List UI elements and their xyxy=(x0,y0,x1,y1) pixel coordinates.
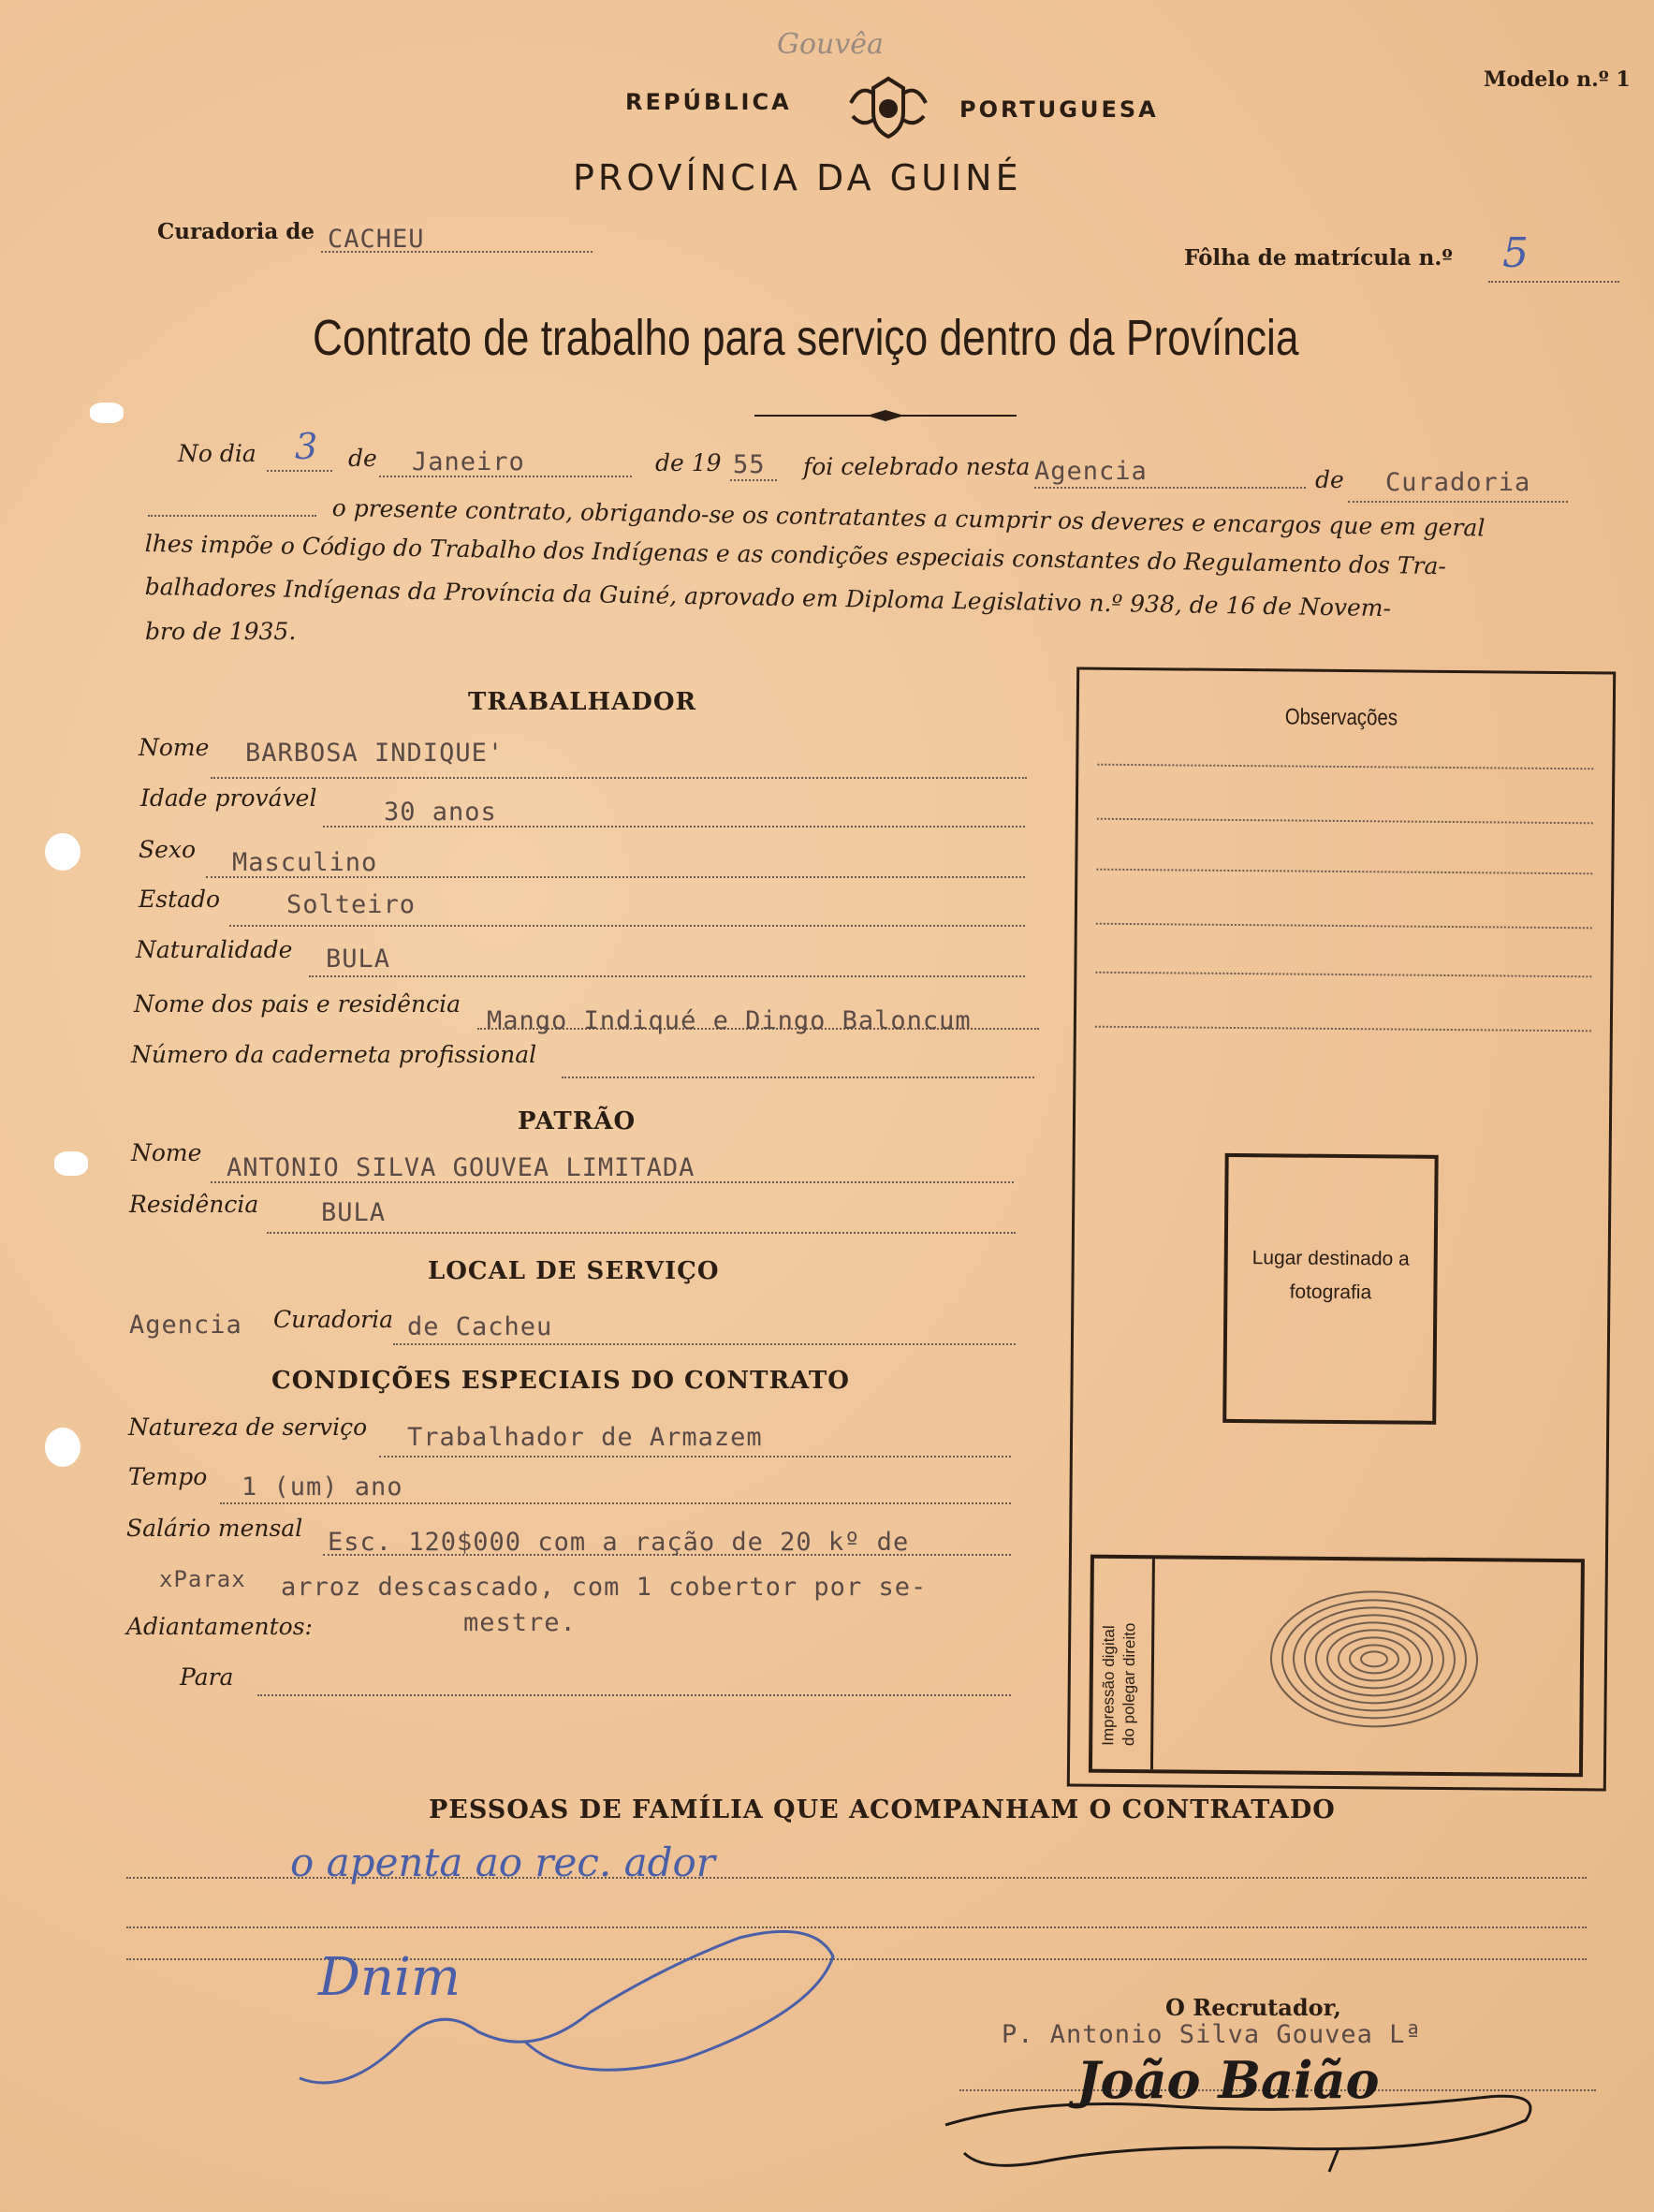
familia-handwritten: o apenta ao rec. ador xyxy=(290,1839,715,1885)
intro-foi: foi celebrado nesta xyxy=(803,453,1031,480)
estado-value: Solteiro xyxy=(286,890,417,919)
patrao-nome-value: ANTONIO SILVA GOUVEA LIMITADA xyxy=(227,1153,695,1182)
province-title: PROVÍNCIA DA GUINÉ xyxy=(573,157,1022,198)
naturalidade-label: Naturalidade xyxy=(136,936,293,963)
patrao-nome-label: Nome xyxy=(131,1139,202,1166)
salario-label: Salário mensal xyxy=(126,1515,303,1542)
model-number: Modelo n.º 1 xyxy=(1484,67,1631,92)
pais-value: Mango Indiqué e Dingo Baloncum xyxy=(487,1006,972,1035)
residencia-label: Residência xyxy=(129,1191,259,1218)
title-ornament xyxy=(754,408,1017,427)
nome-value: BARBOSA INDIQUE' xyxy=(245,739,505,768)
recrutador-signature: João Baião xyxy=(1076,2050,1380,2110)
caderneta-label: Número da caderneta profissional xyxy=(131,1041,537,1068)
recrutador-label: O Recrutador, xyxy=(1165,1994,1341,2021)
condicoes-heading: CONDIÇÕES ESPECIAIS DO CONTRATO xyxy=(271,1367,850,1395)
punch-hole xyxy=(54,1151,88,1176)
folha-label: Fôlha de matrícula n.º xyxy=(1184,245,1453,271)
intro-line-3: lhes impõe o Código do Trabalho dos Indígenas e as condições especiais constantes do Regulamento dos Tra- xyxy=(144,530,1447,580)
impressao-label-2: do polegar direito xyxy=(1120,1622,1139,1747)
tempo-value: 1 (um) ano xyxy=(242,1472,403,1502)
tempo-label: Tempo xyxy=(128,1463,208,1490)
idade-value: 30 anos xyxy=(384,798,497,827)
intro-de-2: de xyxy=(1315,466,1344,493)
salario-line-2: arroz descascado, com 1 cobertor por se- xyxy=(281,1573,928,1602)
para-overtyped: xParax xyxy=(159,1566,246,1592)
local-heading: LOCAL DE SERVIÇO xyxy=(428,1257,720,1285)
local-label: Curadoria xyxy=(273,1306,393,1333)
salario-line-1: Esc. 120$000 com a ração de 20 kº de xyxy=(328,1528,910,1557)
adiantamentos-label: Adiantamentos: xyxy=(126,1613,313,1640)
intro-month: Janeiro xyxy=(412,447,525,476)
intro-year: 55 xyxy=(733,450,766,479)
observacoes-title: Observações xyxy=(1284,704,1398,731)
curadoria-label: Curadoria de xyxy=(157,219,315,244)
trabalhador-heading: TRABALHADOR xyxy=(468,688,697,716)
sexo-value: Masculino xyxy=(232,848,378,877)
impressao-label-1: Impressão digital xyxy=(1099,1625,1119,1746)
natureza-label: Natureza de serviço xyxy=(128,1414,368,1441)
signature-flourish xyxy=(927,2041,1582,2185)
punch-hole xyxy=(45,833,81,871)
coat-of-arms-icon xyxy=(847,75,929,140)
curadoria-value: CACHEU xyxy=(328,225,425,254)
pais-label: Nome dos pais e residência xyxy=(134,990,461,1018)
salario-line-3: mestre. xyxy=(463,1608,577,1637)
folha-value: 5 xyxy=(1502,229,1529,277)
pen-flourish xyxy=(290,1900,852,2110)
estado-label: Estado xyxy=(139,886,221,913)
natureza-value: Trabalhador de Armazem xyxy=(407,1423,763,1452)
local-prefix: Agencia xyxy=(129,1311,242,1340)
familia-heading: PESSOAS DE FAMÍLIA QUE ACOMPANHAM O CONTRATADO xyxy=(429,1795,1336,1824)
patrao-heading: PATRÃO xyxy=(518,1107,637,1135)
intro-de: de xyxy=(348,445,377,472)
photo-label: Lugar destinado a fotografia xyxy=(1251,1247,1410,1304)
intro-line-5: bro de 1935. xyxy=(145,618,297,645)
intro-de-19: de 19 xyxy=(655,449,722,476)
fingerprint-icon xyxy=(1251,1574,1497,1748)
punch-hole xyxy=(45,1428,81,1467)
naturalidade-value: BULA xyxy=(326,945,391,974)
fingerprint-box xyxy=(1089,1555,1585,1778)
punch-hole xyxy=(90,403,124,423)
recrutador-typed: P. Antonio Silva Gouvea Lª xyxy=(1002,2020,1422,2049)
photo-placeholder xyxy=(1222,1153,1439,1425)
idade-label: Idade provável xyxy=(140,784,317,812)
familia-signature-mark: Dnim xyxy=(318,1947,461,2008)
local-value: de Cacheu xyxy=(407,1312,553,1341)
residencia-value: BULA xyxy=(321,1198,387,1227)
archive-note: Gouvêa xyxy=(777,28,884,61)
intro-day: 3 xyxy=(295,426,318,467)
intro-curadoria: Curadoria xyxy=(1385,468,1531,497)
nome-label: Nome xyxy=(139,734,210,761)
para-label: Para xyxy=(180,1663,234,1691)
sexo-label: Sexo xyxy=(139,836,197,863)
intro-line-4: balhadores Indígenas da Província da Guiné, aprovado em Diploma Legislativo n.º 938, de 16 de Novem- xyxy=(144,573,1392,623)
republic-right: PORTUGUESA xyxy=(959,96,1159,123)
intro-no-dia: No dia xyxy=(178,440,256,467)
intro-place: Agencia xyxy=(1034,457,1148,486)
observacoes-box xyxy=(1067,667,1616,1792)
republic-left: REPÚBLICA xyxy=(625,89,792,115)
document-title: Contrato de trabalho para serviço dentro da Província xyxy=(313,310,1299,366)
intro-line-2: o presente contrato, obrigando-se os contratantes a cumprir os deveres e encargos que em geral xyxy=(331,494,1486,542)
